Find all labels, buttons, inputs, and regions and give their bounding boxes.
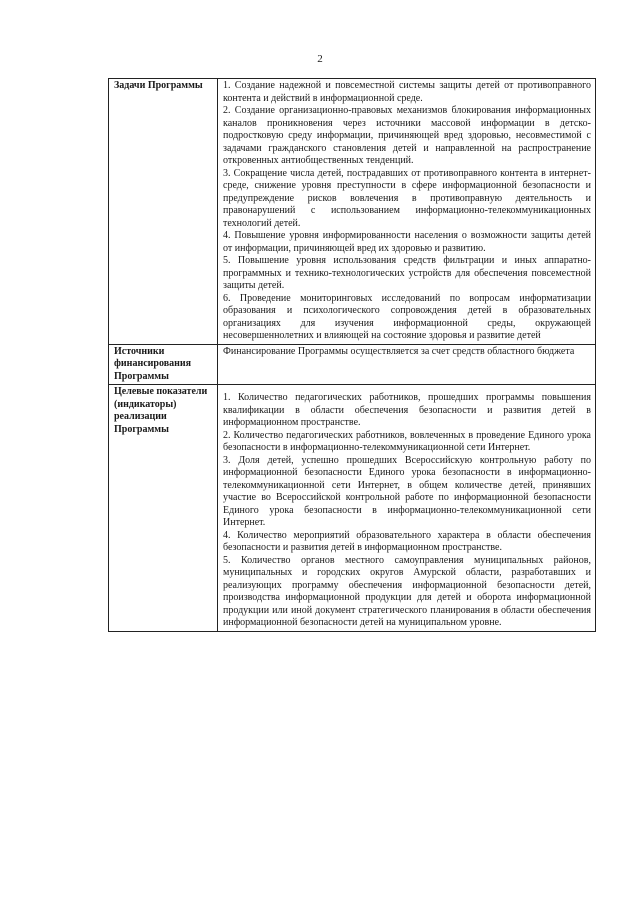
row-label-indicators: Целевые показатели (индикаторы) реализации Программы xyxy=(109,385,218,632)
table-row-indicators xyxy=(109,385,596,632)
task-item: 6. Проведение мониторинговых исследований по вопросам информатизации образования и психологического сопровождения детей в образовательных организациях для изучения информационной среды, окружающей несовершеннолетних и влияющей на состояние здоровья и развитие детей xyxy=(223,292,591,341)
indicator-item: 3. Доля детей, успешно прошедших Всероссийскую контрольную работу по информационной безопасности Единого урока безопасности в информационно-телекоммуникационной сети Интернет, в общем количестве детей, принявших участие во Всероссийской контрольной работе по информационной безопасности Единого урока безопасности в информационно-телекоммуникационной сети Интернет. xyxy=(223,454,591,528)
funding-text: Финансирование Программы осуществляется за счет средств областного бюджета xyxy=(223,345,575,357)
row-label-funding: Источники финансирования Программы xyxy=(109,344,218,385)
task-item: 3. Сокращение числа детей, пострадавших от противоправного контента в интернет-среде, снижение уровня преступности в сфере информационной безопасности и предупреждение рисков вовлечения в противоправную деятельность и правонарушений с использованием информационно-телекоммуникационных технологий детей. xyxy=(223,167,591,229)
row-label-tasks: Задачи Программы xyxy=(109,79,218,345)
indicator-item: 4. Количество мероприятий образовательного характера в области обеспечения безопасности и развития детей в информационном пространстве. xyxy=(223,529,591,553)
indicator-item: 2. Количество педагогических работников, вовлеченных в проведение Единого урока безопасности в информационно-телекоммуникационной сети Интернет. xyxy=(223,429,591,453)
row-content-indicators xyxy=(218,385,596,632)
task-item: 5. Повышение уровня использования средств фильтрации и иных аппаратно-программных и технико-технологических устройств для обеспечения повсеместной защиты детей. xyxy=(223,255,591,291)
row-content-funding xyxy=(218,344,596,385)
program-passport-table xyxy=(108,78,596,632)
indicator-item: 5. Количество органов местного самоуправления муниципальных районов, муниципальных и городских округов Амурской области, разработавших и реализующих программу обеспечения информационной безопасности детей, производства информационной продукции для детей и оборота информационной продукции или иной документ стратегического планирования в области обеспечения информационной безопасности детей на муниципальном уровне. xyxy=(223,554,591,628)
page-number: 2 xyxy=(317,53,323,65)
indicator-item: 1. Количество педагогических работников, прошедших программы повышения квалификации в области обеспечения безопасности и развития детей в информационном пространстве. xyxy=(223,392,591,428)
task-item: 4. Повышение уровня информированности населения о возможности защиты детей от информации, причиняющей вред их здоровью и развитию. xyxy=(223,230,591,254)
table-row-funding xyxy=(109,344,596,385)
table-row-tasks xyxy=(109,79,596,345)
task-item: 2. Создание организационно-правовых механизмов блокирования информационных каналов проникновения через источники массовой информации в детско-подростковую среду информации, причиняющей вред здоровью, несовместимой с задачами гражданского становления детей и направленной на распространение откровенных антиобщественных тенденций. xyxy=(223,105,591,166)
row-content-tasks xyxy=(218,79,596,345)
task-item: 1. Создание надежной и повсеместной системы защиты детей от противоправного контента и действий в информационной среде. xyxy=(223,80,591,104)
